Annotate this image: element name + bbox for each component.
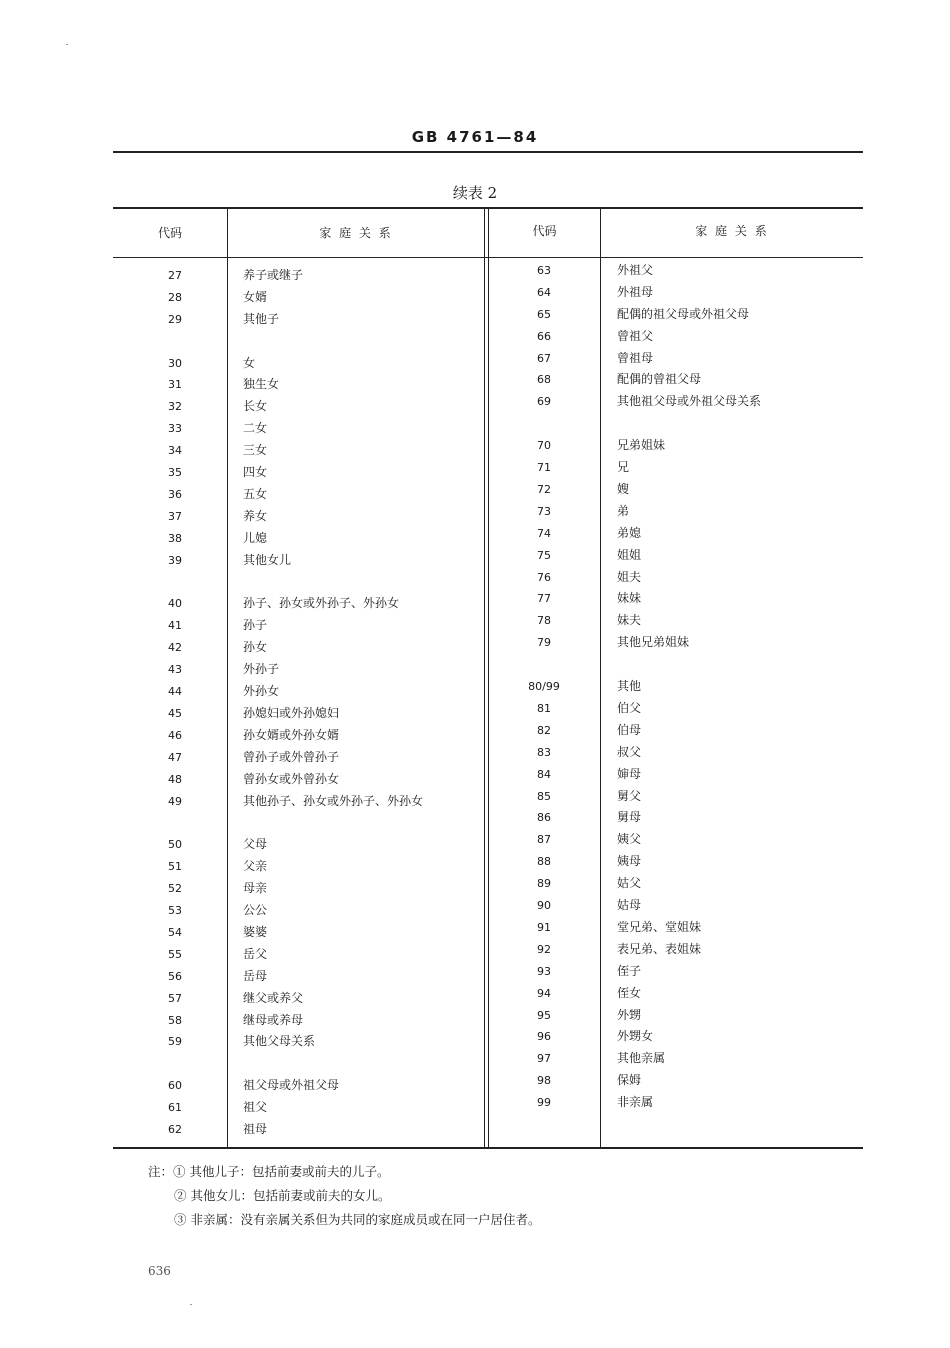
left-code-cell: 55 bbox=[168, 948, 182, 961]
table-row bbox=[0, 611, 950, 631]
table-row bbox=[0, 765, 950, 785]
left-relation-cell: 长女 bbox=[243, 399, 268, 413]
left-relation-cell: 继母或养母 bbox=[243, 1013, 304, 1027]
left-relation-cell: 祖母 bbox=[243, 1122, 268, 1136]
right-code-cell: 99 bbox=[537, 1096, 551, 1109]
page-number: 636 bbox=[148, 1264, 171, 1278]
right-code-cell: 72 bbox=[537, 483, 551, 496]
right-code-cell: 97 bbox=[537, 1052, 551, 1065]
left-relation-cell: 其他孙子、孙女或外孙子、外孙女 bbox=[243, 794, 424, 808]
left-code-header: 代码 bbox=[157, 226, 182, 240]
right-relation-cell: 堂兄弟、堂姐妹 bbox=[617, 920, 702, 934]
right-code-cell: 84 bbox=[537, 768, 551, 781]
left-relation-cell: 其他父母关系 bbox=[243, 1034, 316, 1048]
left-relation-cell: 婆婆 bbox=[243, 925, 268, 939]
table-row bbox=[0, 436, 950, 456]
left-relation-cell: 继父或养父 bbox=[243, 991, 304, 1005]
table-row bbox=[0, 392, 950, 412]
left-relation-cell: 外孙子 bbox=[243, 662, 280, 676]
right-code-cell: 69 bbox=[537, 395, 551, 408]
left-code-cell: 61 bbox=[168, 1101, 182, 1114]
table-row bbox=[0, 874, 950, 894]
right-relation-cell: 外祖母 bbox=[617, 285, 654, 299]
left-code-cell: 52 bbox=[168, 882, 182, 895]
left-code-cell: 41 bbox=[168, 619, 182, 632]
left-relation-cell: 独生女 bbox=[243, 377, 280, 391]
left-relation-cell: 孙子、孙女或外孙子、外孙女 bbox=[243, 596, 400, 610]
right-code-cell: 65 bbox=[537, 308, 551, 321]
right-code-cell: 94 bbox=[537, 987, 551, 1000]
left-code-cell: 33 bbox=[168, 422, 182, 435]
right-code-cell: 89 bbox=[537, 877, 551, 890]
left-relation-cell: 其他子 bbox=[243, 312, 280, 326]
left-code-cell: 36 bbox=[168, 488, 182, 501]
table-row bbox=[0, 568, 950, 588]
table-row bbox=[0, 699, 950, 719]
left-relation-cell: 二女 bbox=[243, 421, 268, 435]
left-code-cell: 30 bbox=[168, 357, 182, 370]
left-code-cell: 31 bbox=[168, 378, 182, 391]
header-rule bbox=[113, 151, 863, 153]
table-row bbox=[0, 261, 950, 281]
left-code-cell: 47 bbox=[168, 751, 182, 764]
right-relation-cell: 其他 bbox=[617, 679, 642, 693]
right-code-cell: 90 bbox=[537, 899, 551, 912]
right-relation-cell: 姨父 bbox=[617, 832, 642, 846]
left-code-cell: 62 bbox=[168, 1123, 182, 1136]
right-relation-cell: 侄子 bbox=[617, 964, 642, 978]
table-bottom-rule bbox=[113, 1147, 863, 1149]
table-row bbox=[0, 327, 950, 347]
right-code-cell: 87 bbox=[537, 833, 551, 846]
right-relation-cell: 其他亲属 bbox=[617, 1051, 666, 1065]
table-row bbox=[0, 305, 950, 325]
table-row bbox=[0, 480, 950, 500]
right-code-cell: 93 bbox=[537, 965, 551, 978]
table-row bbox=[0, 524, 950, 544]
right-relation-cell: 其他祖父母或外祖父母关系 bbox=[617, 394, 762, 408]
right-code-cell: 79 bbox=[537, 636, 551, 649]
right-relation-cell: 曾祖母 bbox=[617, 351, 654, 365]
right-code-cell: 76 bbox=[537, 571, 551, 584]
table-row bbox=[0, 1120, 950, 1140]
right-relation-cell: 舅母 bbox=[617, 810, 642, 824]
right-code-cell: 63 bbox=[537, 264, 551, 277]
right-relation-cell: 伯父 bbox=[617, 701, 642, 715]
left-relation-cell: 祖父母或外祖父母 bbox=[243, 1078, 340, 1092]
left-code-cell: 48 bbox=[168, 773, 182, 786]
left-code-cell: 37 bbox=[168, 510, 182, 523]
right-code-cell: 82 bbox=[537, 724, 551, 737]
right-relation-cell: 外甥女 bbox=[617, 1029, 654, 1043]
right-code-cell: 77 bbox=[537, 592, 551, 605]
left-relation-cell: 孙子 bbox=[243, 618, 268, 632]
right-relation-cell: 弟媳 bbox=[617, 526, 642, 540]
right-relation-cell: 舅父 bbox=[617, 789, 642, 803]
scan-speck bbox=[190, 1304, 192, 1305]
table-row bbox=[0, 633, 950, 653]
right-relation-cell: 妹妹 bbox=[617, 591, 642, 605]
table-row bbox=[0, 502, 950, 522]
right-code-cell: 98 bbox=[537, 1074, 551, 1087]
left-code-cell: 40 bbox=[168, 597, 182, 610]
right-relation-cell: 叔父 bbox=[617, 745, 642, 759]
right-relation-cell: 侄女 bbox=[617, 986, 642, 1000]
left-relation-cell: 孙媳妇或外孙媳妇 bbox=[243, 706, 340, 720]
note-1: 注：① 其他儿子：包括前妻或前夫的儿子。 bbox=[148, 1164, 390, 1179]
left-relation-cell: 曾孙女或外曾孙女 bbox=[243, 772, 340, 786]
left-relation-cell: 公公 bbox=[243, 903, 268, 917]
left-relation-cell: 孙女婿或外孙女婿 bbox=[243, 728, 340, 742]
right-code-cell: 80/99 bbox=[528, 680, 560, 693]
left-code-cell: 59 bbox=[168, 1035, 182, 1048]
left-code-cell: 32 bbox=[168, 400, 182, 413]
left-relation-cell: 外孙女 bbox=[243, 684, 280, 698]
note-3: ③ 非亲属：没有亲属关系但为共同的家庭成员或在同一户居住者。 bbox=[174, 1212, 541, 1227]
note-2: ② 其他女儿：包括前妻或前夫的女儿。 bbox=[174, 1188, 391, 1203]
right-code-cell: 73 bbox=[537, 505, 551, 518]
right-relation-cell: 外祖父 bbox=[617, 263, 654, 277]
right-relation-cell: 外甥 bbox=[617, 1008, 642, 1022]
right-relation-cell: 婶母 bbox=[617, 767, 642, 781]
right-relation-cell: 兄弟姐妹 bbox=[617, 438, 666, 452]
table-row bbox=[0, 721, 950, 741]
right-code-cell: 64 bbox=[537, 286, 551, 299]
left-relation-cell: 父母 bbox=[243, 837, 268, 851]
left-relation-cell: 岳父 bbox=[243, 947, 268, 961]
right-code-cell: 83 bbox=[537, 746, 551, 759]
table-caption: 续表 2 bbox=[452, 184, 498, 202]
right-relation-cell: 姑母 bbox=[617, 898, 642, 912]
table-row bbox=[0, 283, 950, 303]
left-code-cell: 34 bbox=[168, 444, 182, 457]
table-row bbox=[0, 896, 950, 916]
right-relation-cell: 兄 bbox=[617, 460, 630, 474]
right-code-cell: 86 bbox=[537, 811, 551, 824]
right-relation-cell: 保姆 bbox=[617, 1073, 642, 1087]
table-row bbox=[0, 830, 950, 850]
left-code-cell: 28 bbox=[168, 291, 182, 304]
left-code-cell: 38 bbox=[168, 532, 182, 545]
right-relation-cell: 表兄弟、表姐妹 bbox=[617, 942, 702, 956]
right-code-header: 代码 bbox=[532, 224, 557, 238]
right-relation-cell: 嫂 bbox=[617, 482, 630, 496]
right-relation-header: 家 庭 关 系 bbox=[695, 224, 769, 238]
right-code-cell: 70 bbox=[537, 439, 551, 452]
left-relation-cell: 女婿 bbox=[243, 290, 268, 304]
left-code-cell: 51 bbox=[168, 860, 182, 873]
table-row bbox=[0, 1049, 950, 1069]
right-code-cell: 66 bbox=[537, 330, 551, 343]
left-relation-cell: 祖父 bbox=[243, 1100, 268, 1114]
table-row bbox=[0, 962, 950, 982]
right-relation-cell: 弟 bbox=[617, 504, 630, 518]
table-row bbox=[0, 787, 950, 807]
table-row bbox=[0, 918, 950, 938]
left-code-cell: 43 bbox=[168, 663, 182, 676]
right-relation-cell: 姐夫 bbox=[617, 570, 642, 584]
left-code-cell: 46 bbox=[168, 729, 182, 742]
left-code-cell: 49 bbox=[168, 795, 182, 808]
right-code-cell: 91 bbox=[537, 921, 551, 934]
table-row bbox=[0, 1093, 950, 1113]
right-code-cell: 96 bbox=[537, 1030, 551, 1043]
left-code-cell: 27 bbox=[168, 269, 182, 282]
left-relation-cell: 养女 bbox=[243, 509, 268, 523]
right-code-cell: 68 bbox=[537, 373, 551, 386]
standard-number: GB 4761—84 bbox=[411, 128, 539, 146]
left-code-cell: 45 bbox=[168, 707, 182, 720]
left-code-cell: 35 bbox=[168, 466, 182, 479]
scan-speck bbox=[66, 44, 68, 45]
table-row bbox=[0, 349, 950, 369]
left-relation-cell: 母亲 bbox=[243, 881, 268, 895]
table-row bbox=[0, 984, 950, 1004]
left-relation-cell: 三女 bbox=[243, 443, 268, 457]
table-row bbox=[0, 852, 950, 872]
right-code-cell: 78 bbox=[537, 614, 551, 627]
table-row bbox=[0, 1071, 950, 1091]
left-code-cell: 54 bbox=[168, 926, 182, 939]
right-relation-cell: 非亲属 bbox=[617, 1095, 654, 1109]
right-code-cell: 95 bbox=[537, 1009, 551, 1022]
left-relation-cell: 养子或继子 bbox=[243, 268, 304, 282]
left-relation-cell: 四女 bbox=[243, 465, 268, 479]
left-code-cell: 42 bbox=[168, 641, 182, 654]
left-relation-header: 家 庭 关 系 bbox=[319, 226, 393, 240]
right-relation-cell: 曾祖父 bbox=[617, 329, 654, 343]
right-code-cell: 67 bbox=[537, 352, 551, 365]
table-row bbox=[0, 677, 950, 697]
left-code-cell: 53 bbox=[168, 904, 182, 917]
left-code-cell: 50 bbox=[168, 838, 182, 851]
left-relation-cell: 儿媳 bbox=[243, 531, 268, 545]
left-code-cell: 56 bbox=[168, 970, 182, 983]
table-row bbox=[0, 743, 950, 763]
left-code-cell: 39 bbox=[168, 554, 182, 567]
right-code-cell: 81 bbox=[537, 702, 551, 715]
table-row bbox=[0, 940, 950, 960]
table-row bbox=[0, 808, 950, 828]
right-relation-cell: 姑父 bbox=[617, 876, 642, 890]
left-relation-cell: 女 bbox=[243, 356, 256, 370]
left-relation-cell: 五女 bbox=[243, 487, 268, 501]
right-code-cell: 88 bbox=[537, 855, 551, 868]
left-relation-cell: 岳母 bbox=[243, 969, 268, 983]
left-code-cell: 57 bbox=[168, 992, 182, 1005]
left-code-cell: 58 bbox=[168, 1014, 182, 1027]
table-notes bbox=[148, 1160, 540, 1232]
right-relation-cell: 配偶的祖父母或外祖父母 bbox=[617, 307, 750, 321]
right-relation-cell: 配偶的曾祖父母 bbox=[617, 372, 702, 386]
right-relation-cell: 伯母 bbox=[617, 723, 642, 737]
right-code-cell: 75 bbox=[537, 549, 551, 562]
table-row bbox=[0, 1027, 950, 1047]
left-code-cell: 29 bbox=[168, 313, 182, 326]
left-code-cell: 60 bbox=[168, 1079, 182, 1092]
right-relation-cell: 姨母 bbox=[617, 854, 642, 868]
right-code-cell: 71 bbox=[537, 461, 551, 474]
right-relation-cell: 其他兄弟姐妹 bbox=[617, 635, 690, 649]
left-relation-cell: 孙女 bbox=[243, 640, 268, 654]
left-relation-cell: 其他女儿 bbox=[243, 553, 292, 567]
left-relation-cell: 父亲 bbox=[243, 859, 268, 873]
left-code-cell: 44 bbox=[168, 685, 182, 698]
right-relation-cell: 姐姐 bbox=[617, 548, 642, 562]
right-code-cell: 74 bbox=[537, 527, 551, 540]
right-code-cell: 85 bbox=[537, 790, 551, 803]
table-row bbox=[0, 1006, 950, 1026]
left-relation-cell: 曾孙子或外曾孙子 bbox=[243, 750, 340, 764]
table-row bbox=[0, 589, 950, 609]
right-relation-cell: 妹夫 bbox=[617, 613, 642, 627]
table-row bbox=[0, 370, 950, 390]
right-code-cell: 92 bbox=[537, 943, 551, 956]
table-row bbox=[0, 546, 950, 566]
table-row bbox=[0, 458, 950, 478]
